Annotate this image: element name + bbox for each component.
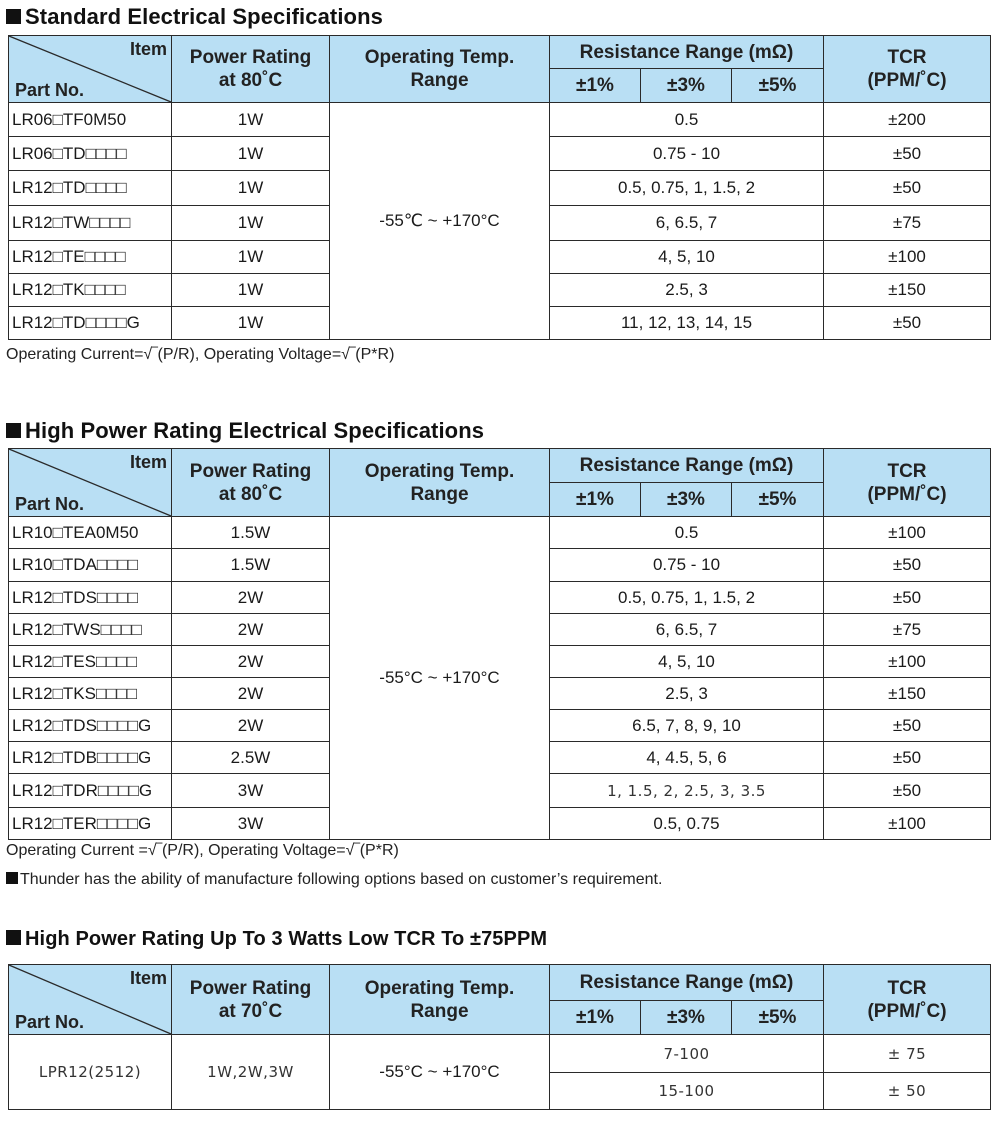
table-row [9,1035,991,1073]
part-no-cell: LR06□TF0M50 [9,103,172,137]
resistance-cell: 2.5, 3 [550,274,824,307]
power-cell: 2W [172,646,330,678]
power-cell: 2W [172,710,330,742]
header-tol-1: ±1% [550,483,641,517]
resistance-cell: 6, 6.5, 7 [550,614,824,646]
header-item-partno [9,449,172,517]
part-no-cell: LR12□TDS□□□□G [9,710,172,742]
power-cell: 2.5W [172,742,330,774]
power-cell: 1W [172,103,330,137]
part-no-cell: LR12□TER□□□□G [9,808,172,840]
part-no-cell: LR06□TD□□□□ [9,137,172,171]
tcr-cell: ±50 [824,742,991,774]
tcr-cell: ±100 [824,517,991,549]
header-part-no: Part No. [15,1012,85,1032]
resistance-cell: 7-100 [550,1035,824,1073]
header-tol-3: ±3% [641,1001,732,1035]
header-tcr: TCR (PPM/˚C) [824,965,991,1035]
tcr-cell: ±50 [824,582,991,614]
standard-spec-table [8,35,991,340]
black-square-bullet-icon [6,9,21,24]
power-cell: 1.5W [172,517,330,549]
power-cell: 1W [172,274,330,307]
header-tcr: TCR (PPM/˚C) [824,36,991,103]
resistance-cell: 4, 5, 10 [550,646,824,678]
header-tol-5: ±5% [732,69,824,103]
table-row [9,103,991,137]
header-resistance-range: Resistance Range (mΩ) [550,965,824,1001]
section-title-high-power: High Power Rating Electrical Specifications [6,418,484,444]
low-tcr-spec-table [8,964,991,1110]
resistance-cell: 11, 12, 13, 14, 15 [550,307,824,340]
resistance-cell: 0.5, 0.75 [550,808,824,840]
header-item-partno [9,36,172,103]
part-no-cell: LR12□TW□□□□ [9,206,172,241]
tcr-cell: ±150 [824,678,991,710]
part-no-cell: LR12□TKS□□□□ [9,678,172,710]
part-no-cell: LR12□TDS□□□□ [9,582,172,614]
part-no-cell: LR12□TE□□□□ [9,241,172,274]
tcr-cell: ±150 [824,274,991,307]
black-square-bullet-icon [6,423,21,438]
header-tol-3: ±3% [641,483,732,517]
power-cell: 1W [172,171,330,206]
tcr-cell: ± 50 [824,1073,991,1110]
resistance-cell: 0.75 - 10 [550,549,824,582]
header-tol-5: ±5% [732,483,824,517]
header-item: Item [129,968,167,988]
resistance-cell: 0.5 [550,517,824,549]
part-no-cell: LR10□TDA□□□□ [9,549,172,582]
header-tol-3: ±3% [641,69,732,103]
header-operating-temp: Operating Temp. Range [330,36,550,103]
header-operating-temp: Operating Temp. Range [330,965,550,1035]
part-no-cell: LR12□TDR□□□□G [9,774,172,808]
header-tcr: TCR (PPM/˚C) [824,449,991,517]
power-cell: 1.5W [172,549,330,582]
power-cell: 2W [172,678,330,710]
high-power-spec-table [8,448,991,840]
resistance-cell: 2.5, 3 [550,678,824,710]
resistance-cell: 1, 1.5, 2, 2.5, 3, 3.5 [550,774,824,808]
header-tol-1: ±1% [550,69,641,103]
tcr-cell: ±100 [824,241,991,274]
tcr-cell: ±75 [824,206,991,241]
section-title-low-tcr: High Power Rating Up To 3 Watts Low TCR To ±75PPM [6,928,547,951]
resistance-cell: 6.5, 7, 8, 9, 10 [550,710,824,742]
tcr-cell: ±50 [824,774,991,808]
header-item: Item [129,39,167,59]
power-cell: 1W [172,206,330,241]
part-no-cell: LR12□TD□□□□G [9,307,172,340]
tcr-cell: ±50 [824,710,991,742]
header-operating-temp: Operating Temp. Range [330,449,550,517]
temp-range-cell: -55℃ ~ +170°C [330,103,550,340]
power-cell: 1W [172,241,330,274]
formula-note: Operating Current=√‾(P/R), Operating Voltage=√‾(P*R) [6,346,395,363]
power-cell: 3W [172,808,330,840]
manufacture-options-note: Thunder has the ability of manufacture following options based on customer’s requirement. [6,871,662,889]
header-part-no: Part No. [15,494,85,514]
tcr-cell: ±50 [824,549,991,582]
power-cell: 3W [172,774,330,808]
header-tol-5: ±5% [732,1001,824,1035]
tcr-cell: ±50 [824,171,991,206]
table-row [9,517,991,549]
temp-range-cell: -55°C ~ +170°C [330,517,550,840]
resistance-cell: 4, 5, 10 [550,241,824,274]
part-no-cell: LPR12(2512) [9,1035,172,1110]
header-item: Item [129,452,167,472]
resistance-cell: 4, 4.5, 5, 6 [550,742,824,774]
header-resistance-range: Resistance Range (mΩ) [550,36,824,69]
formula-note: Operating Current =√‾(P/R), Operating Voltage=√‾(P*R) [6,842,399,859]
tcr-cell: ±200 [824,103,991,137]
header-tol-1: ±1% [550,1001,641,1035]
temp-range-cell: -55°C ~ +170°C [330,1035,550,1110]
resistance-cell: 0.5, 0.75, 1, 1.5, 2 [550,582,824,614]
resistance-cell: 15-100 [550,1073,824,1110]
header-power-rating: Power Rating at 80˚C [172,449,330,517]
black-square-bullet-icon [6,930,21,945]
header-part-no: Part No. [15,80,85,100]
header-power-rating: Power Rating at 80˚C [172,36,330,103]
part-no-cell: LR12□TD□□□□ [9,171,172,206]
tcr-cell: ±50 [824,137,991,171]
power-cell: 2W [172,582,330,614]
header-power-rating: Power Rating at 70˚C [172,965,330,1035]
power-cell: 1W [172,307,330,340]
power-cell: 1W [172,137,330,171]
header-resistance-range: Resistance Range (mΩ) [550,449,824,483]
power-cell: 1W,2W,3W [172,1035,330,1110]
part-no-cell: LR12□TES□□□□ [9,646,172,678]
part-no-cell: LR12□TWS□□□□ [9,614,172,646]
resistance-cell: 6, 6.5, 7 [550,206,824,241]
power-cell: 2W [172,614,330,646]
part-no-cell: LR12□TDB□□□□G [9,742,172,774]
black-square-bullet-icon [6,872,18,884]
resistance-cell: 0.75 - 10 [550,137,824,171]
tcr-cell: ± 75 [824,1035,991,1073]
section-title-standard: Standard Electrical Specifications [6,4,383,30]
resistance-cell: 0.5, 0.75, 1, 1.5, 2 [550,171,824,206]
tcr-cell: ±50 [824,307,991,340]
part-no-cell: LR10□TEA0M50 [9,517,172,549]
header-item-partno [9,965,172,1035]
tcr-cell: ±75 [824,614,991,646]
tcr-cell: ±100 [824,808,991,840]
resistance-cell: 0.5 [550,103,824,137]
tcr-cell: ±100 [824,646,991,678]
part-no-cell: LR12□TK□□□□ [9,274,172,307]
